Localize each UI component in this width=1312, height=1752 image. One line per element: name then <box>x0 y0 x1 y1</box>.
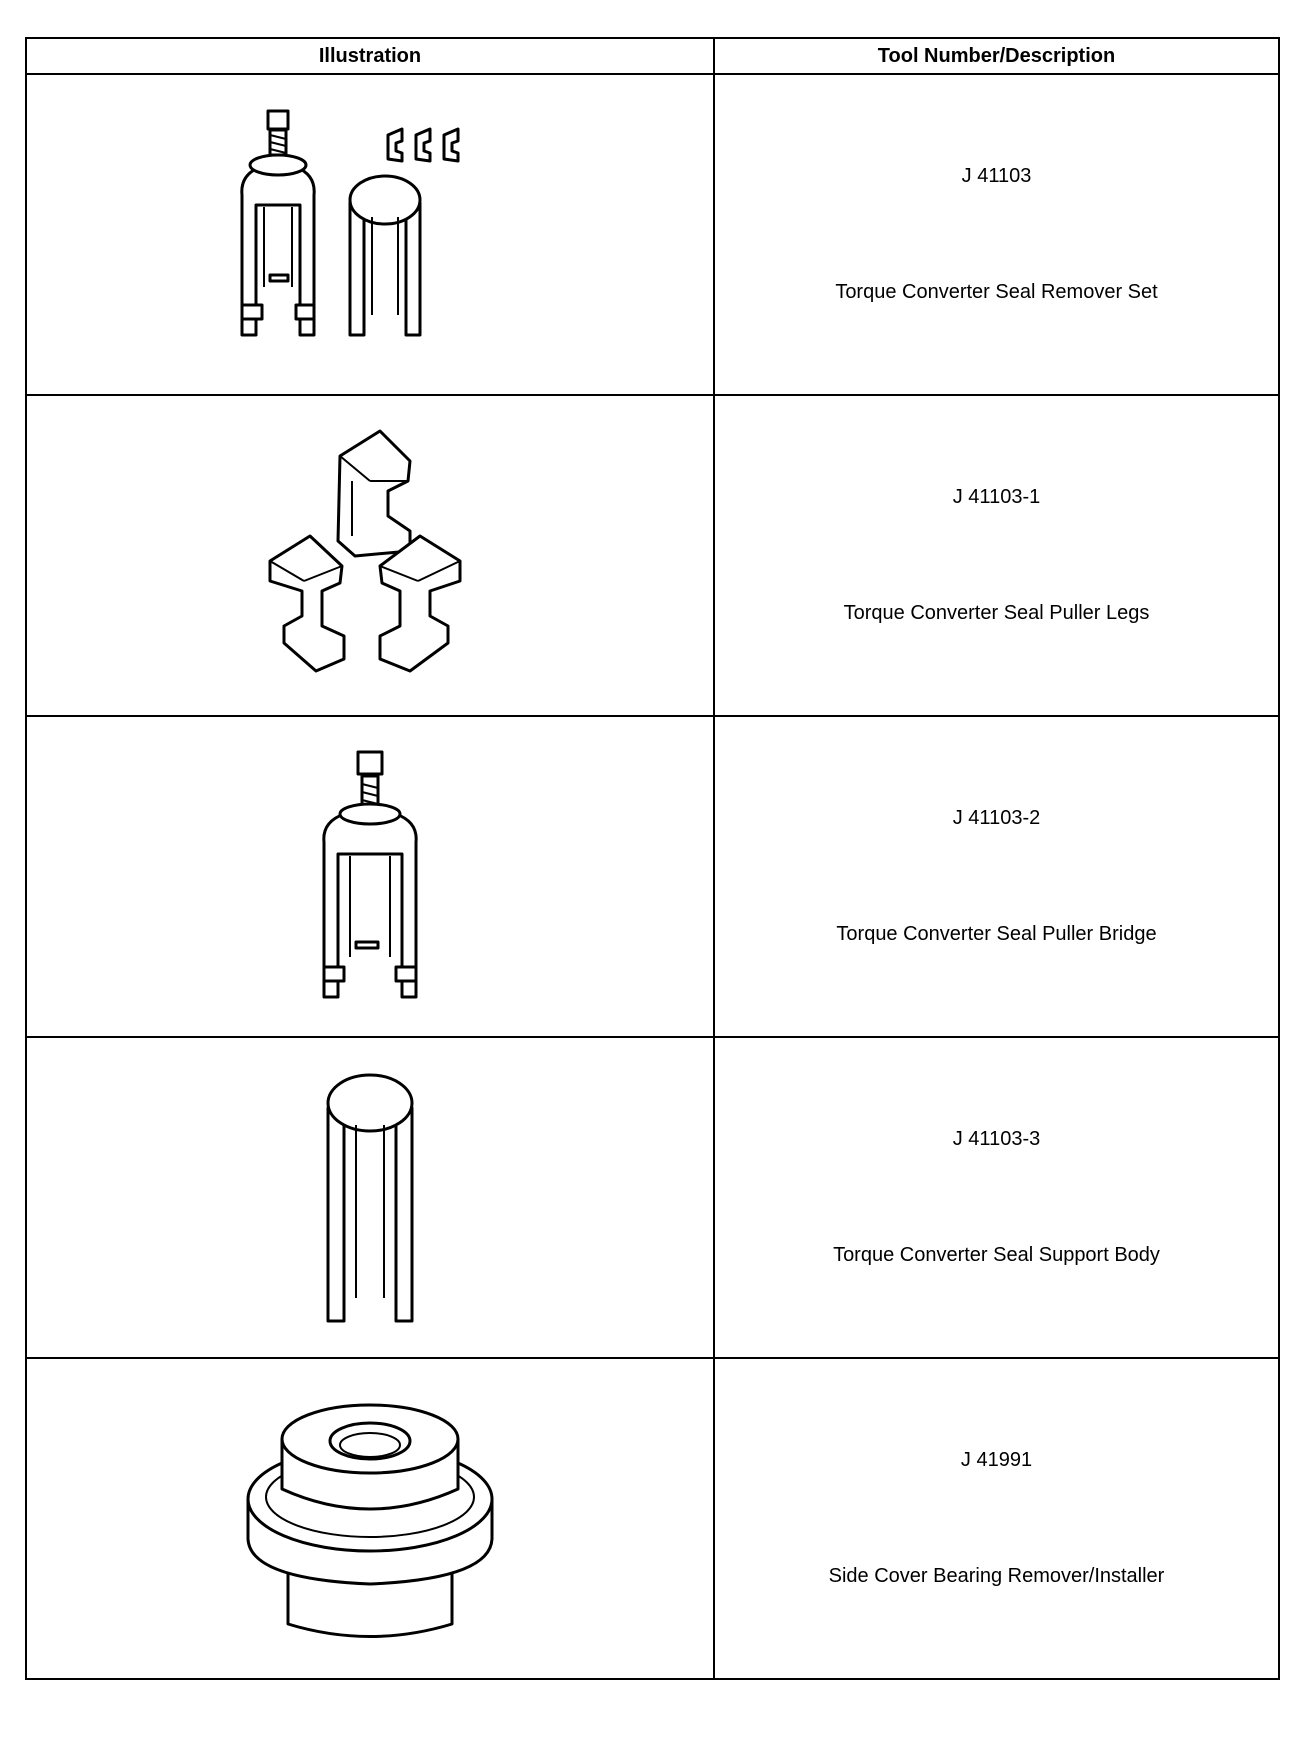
table-row <box>26 716 1279 1037</box>
tool-number: J 41103-1 <box>952 486 1041 508</box>
illustration-cell <box>26 74 714 395</box>
description-cell <box>714 716 1279 1037</box>
description-cell <box>714 74 1279 395</box>
table-row <box>26 74 1279 395</box>
tool-description: Side Cover Bearing Remover/Installer <box>828 1565 1165 1587</box>
seal-remover-set-illustration <box>230 95 510 375</box>
illustration-cell <box>26 1037 714 1358</box>
illustration-cell <box>26 395 714 716</box>
header-tool-description: Tool Number/Description <box>714 38 1279 74</box>
illustration-cell <box>26 1358 714 1679</box>
table-header-row <box>26 38 1279 74</box>
table-row <box>26 1037 1279 1358</box>
seal-puller-legs-illustration <box>260 421 480 691</box>
header-illustration: Illustration <box>26 38 714 74</box>
tool-number: J 41103-3 <box>952 1128 1041 1150</box>
seal-support-body-illustration <box>310 1063 430 1333</box>
description-cell <box>714 395 1279 716</box>
tool-number: J 41991 <box>960 1449 1033 1471</box>
tool-description: Torque Converter Seal Support Body <box>833 1244 1160 1266</box>
tool-number: J 41103-2 <box>952 807 1041 829</box>
tool-description: Torque Converter Seal Remover Set <box>835 281 1158 303</box>
table-row <box>26 395 1279 716</box>
table-row <box>26 1358 1279 1679</box>
description-cell <box>714 1037 1279 1358</box>
description-cell <box>714 1358 1279 1679</box>
illustration-cell <box>26 716 714 1037</box>
tool-table <box>25 37 1280 1680</box>
bearing-remover-installer-illustration <box>240 1389 500 1649</box>
tool-number: J 41103 <box>961 165 1032 187</box>
tool-description: Torque Converter Seal Puller Legs <box>843 602 1150 624</box>
seal-puller-bridge-illustration <box>310 742 430 1012</box>
tool-description: Torque Converter Seal Puller Bridge <box>836 923 1157 945</box>
